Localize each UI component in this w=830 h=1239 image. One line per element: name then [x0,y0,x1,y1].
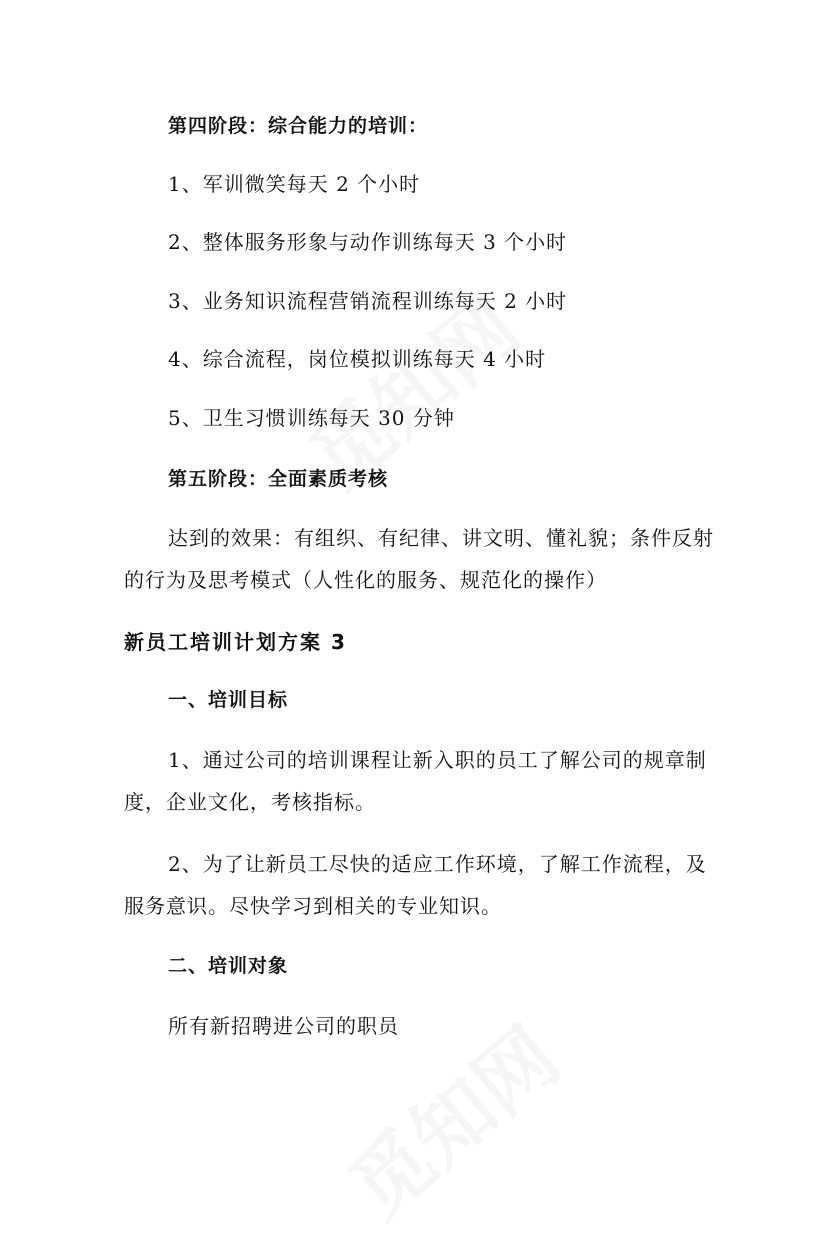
stage4-item-4: 4、综合流程，岗位模拟训练每天 4 小时 [168,347,547,371]
section2-heading: 二、培训对象 [168,955,289,977]
stage4-heading: 第四阶段：综合能力的培训： [168,115,429,137]
stage4-item-5: 5、卫生习惯训练每天 30 分钟 [168,406,455,430]
stage4-item-3: 3、业务知识流程营销流程训练每天 2 小时 [168,289,568,313]
stage5-heading: 第五阶段：全面素质考核 [168,468,389,490]
goal1-line-2: 度，企业文化，考核指标。 [124,790,376,814]
goal1-line-1: 1、通过公司的培训课程让新入职的员工了解公司的规章制 [168,748,707,772]
plan3-title: 新员工培训计划方案 3 [124,630,347,654]
goal2-line-1: 2、为了让新员工尽快的适应工作环境，了解工作流程，及 [168,852,707,876]
target-audience: 所有新招聘进公司的职员 [168,1014,399,1038]
stage5-effect-line-1: 达到的效果：有组织、有纪律、讲文明、懂礼貌；条件反射 [168,526,714,550]
stage5-effect-line-2: 的行为及思考模式（人性化的服务、规范化的操作） [124,568,607,592]
stage4-item-2: 2、整体服务形象与动作训练每天 3 个小时 [168,230,568,254]
goal2-line-2: 服务意识。尽快学习到相关的专业知识。 [124,894,502,918]
section1-heading: 一、培训目标 [168,689,289,711]
stage4-item-1: 1、军训微笑每天 2 个小时 [168,172,421,196]
